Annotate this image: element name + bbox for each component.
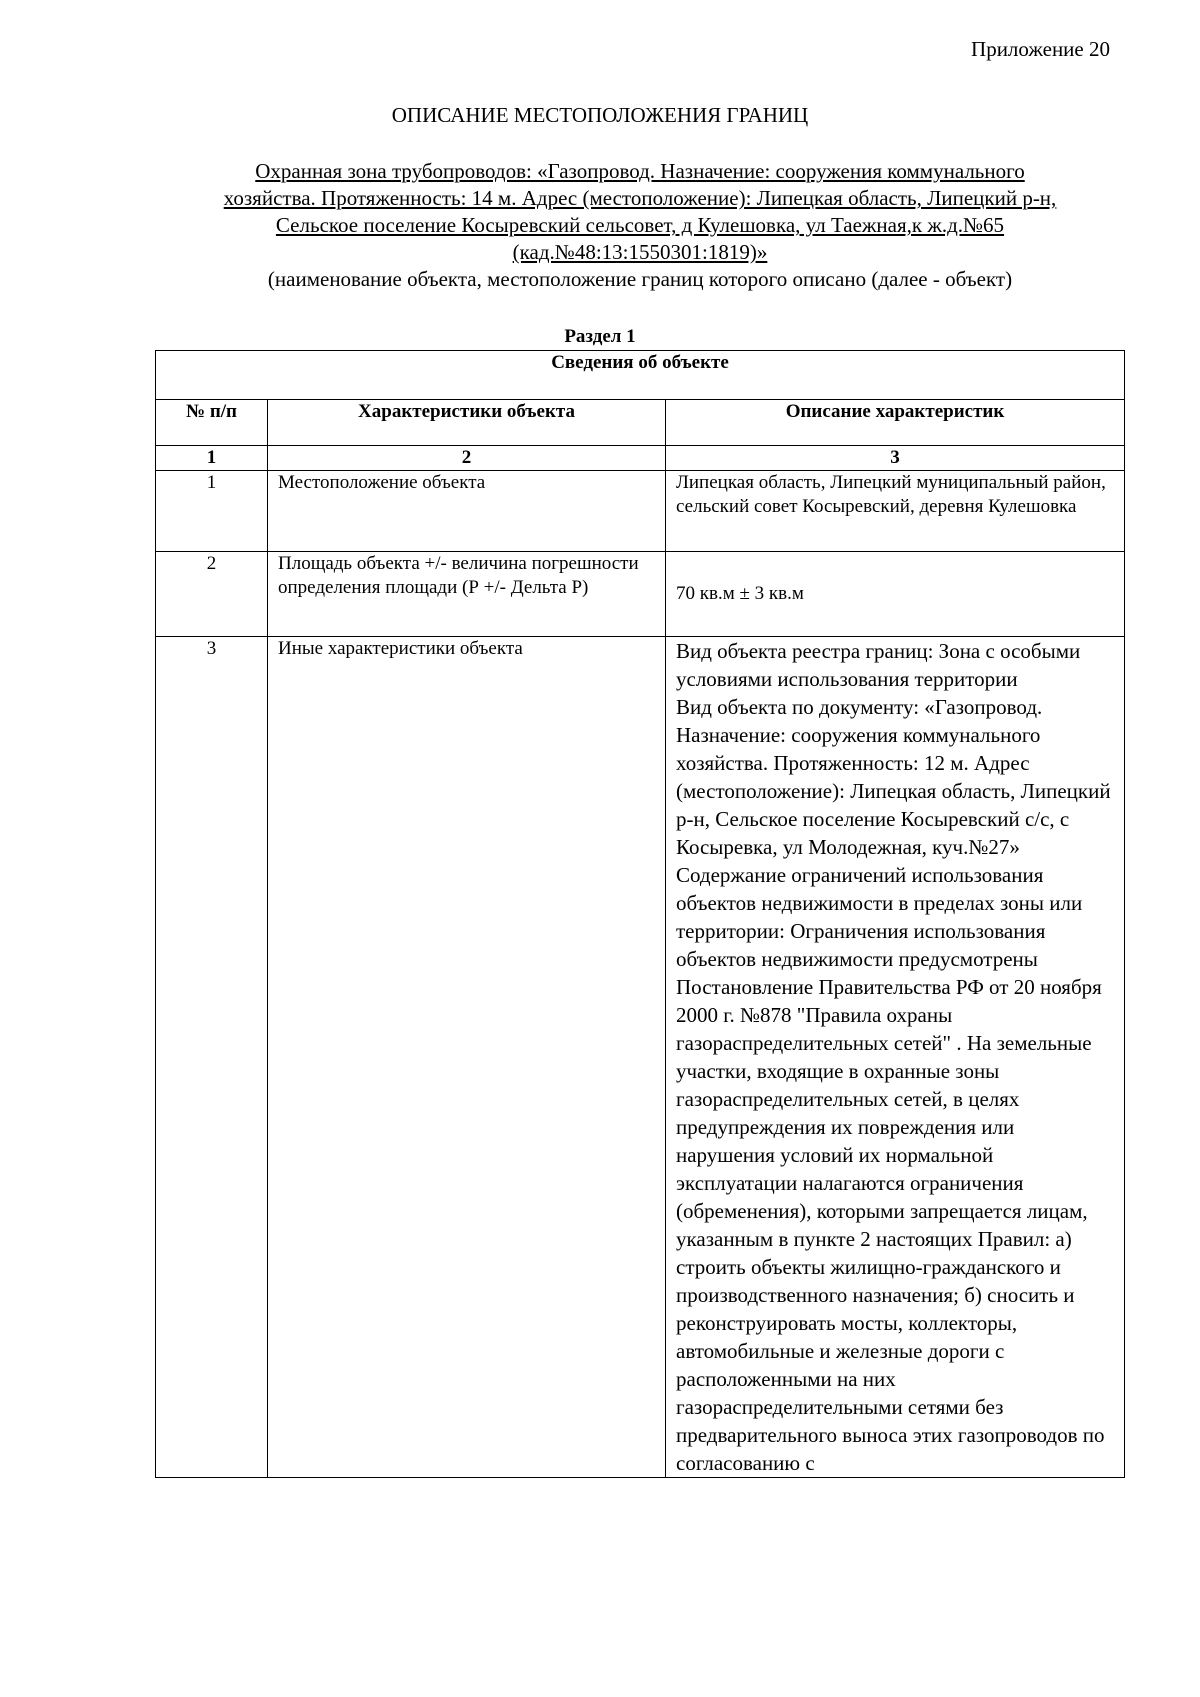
object-name-caption: (наименование объекта, местоположение границ которого описано (далее - объект) — [267, 267, 1013, 291]
table-header-row — [156, 400, 1125, 446]
object-name-line: Сельское поселение Косыревский сельсовет, д Кулешовка, ул Таежная,к ж.д.№65 — [275, 213, 1005, 237]
row-description: Липецкая область, Липецкий муниципальный район, сельский совет Косыревский, деревня Кулешовка — [666, 471, 1125, 552]
row-characteristic: Площадь объекта +/- величина погрешности определения площади (Р +/- Дельта Р) — [268, 552, 666, 637]
table-title: Сведения об объекте — [156, 351, 1125, 400]
section-title: Раздел 1 — [564, 326, 636, 347]
table-title-row — [156, 351, 1125, 400]
row-characteristic: Местоположение объекта — [268, 471, 666, 552]
object-name-line: хозяйства. Протяженность: 14 м. Адрес (местоположение): Липецкая область, Липецкий р-н, — [223, 186, 1057, 210]
column-number-row — [156, 446, 1125, 471]
object-name-line: (кад.№48:13:1550301:1819)» — [512, 240, 768, 264]
row-description: 70 кв.м ± 3 кв.м — [666, 552, 1125, 637]
column-header-characteristic: Характеристики объекта — [268, 400, 666, 446]
row-number: 2 — [156, 552, 268, 637]
row-description: Вид объекта реестра границ: Зона с особыми условиями использования территории Вид объекта по документу: «Газопровод. Назначение: сооружения коммунального хозяйства. Протяженность: 12 м. Адрес (местоположение): Липецкая область, Липецкий р-н, Сельское поселение Косыревский с/с, с Косыревка, ул Молодежная, куч.№27» Содержание ограничений использования объектов недвижимости в пределах зоны или территории: Ограничения использования объектов недвижимости предусмотрены Постановление Правительства РФ от 20 ноября 2000 г. №878 "Правила охраны газораспределительных сетей" . На земельные участки, входящие в охранные зоны газораспределительных сетей, в целях предупреждения их повреждения или нарушения условий их нормальной эксплуатации налагаются ограничения (обременения), которыми запрещается лицам, указанным в пункте 2 настоящих Правил: а) строить объекты жилищно-гражданского и производственного назначения; б) сносить и реконструировать мосты, коллекторы, автомобильные и железные дороги с расположенными на них газораспределительными сетями без предварительного выноса этих газопроводов по согласованию с — [666, 637, 1125, 1478]
column-number: 2 — [268, 446, 666, 471]
row-characteristic: Иные характеристики объекта — [268, 637, 666, 1478]
column-header-description: Описание характеристик — [666, 400, 1125, 446]
column-number: 1 — [156, 446, 268, 471]
row-number: 1 — [156, 471, 268, 552]
appendix-label: Приложение 20 — [971, 37, 1110, 61]
object-name-line: Охранная зона трубопроводов: «Газопровод. Назначение: сооружения коммунального — [255, 159, 1025, 183]
row-number: 3 — [156, 637, 268, 1478]
object-info-table — [155, 350, 1125, 1478]
object-name-block — [100, 158, 1180, 293]
table-row — [156, 637, 1125, 1478]
table-row — [156, 552, 1125, 637]
document-title: ОПИСАНИЕ МЕСТОПОЛОЖЕНИЯ ГРАНИЦ — [391, 103, 809, 127]
table-row — [156, 471, 1125, 552]
column-header-number: № п/п — [156, 400, 268, 446]
column-number: 3 — [666, 446, 1125, 471]
